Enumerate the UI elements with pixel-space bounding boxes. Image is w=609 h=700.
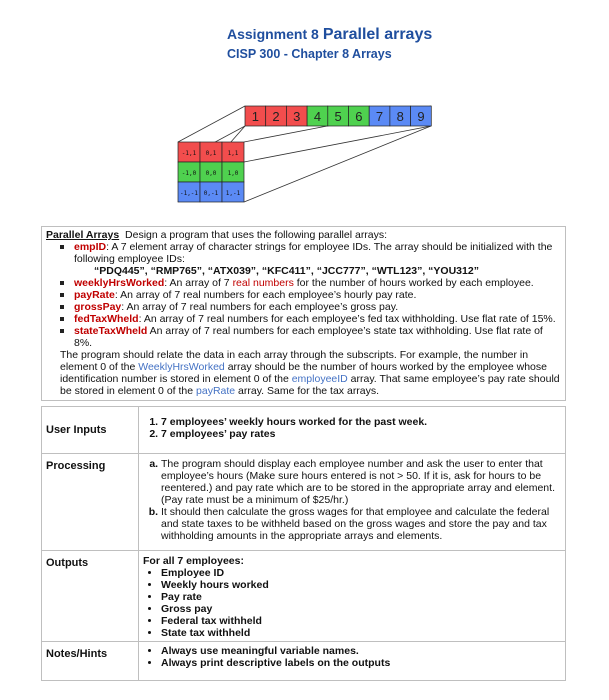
intro-text: Design a program that uses the following parallel arrays: (125, 229, 388, 241)
term-fed: fedTaxWheld (74, 313, 139, 325)
row-cell (411, 106, 432, 126)
outputs-content-cell (139, 551, 566, 642)
notes-label: Notes/Hints (46, 648, 108, 660)
list-item: • Pay rate (161, 591, 561, 603)
grid-cell-label: 0,0 (205, 170, 217, 177)
list-item: • State tax withheld (161, 627, 561, 639)
row-cell-label: 5 (334, 109, 342, 124)
grid-cell-label: -1,-1 (179, 190, 199, 197)
grid-cell-label: 0,1 (205, 150, 217, 157)
list-item: • Weekly hours worked (161, 579, 561, 591)
term-payrate: payRate (74, 289, 115, 301)
row-cell (266, 106, 287, 126)
notes-content-cell (139, 642, 566, 681)
weekly-desc-b: for the number of hours worked by each employee. (293, 277, 534, 289)
relate-paragraph: The program should relate the data in each array through the subscripts. For example, the number in element 0 of the WeeklyHrsWorked array should be the number of hours worked by the employee whose identification number is stored in element 0 of the employeeID array. That same employee’s pay rate should be stored in element 0 of the payRate array. Same for the tax arrays. (60, 349, 560, 397)
employee-ids: “PDQ445”, “RMP765”, “ATX039”, “KFC411”, “JCC777”, “WTL123”, “YOU312” (94, 265, 479, 277)
term-gross: grossPay (74, 301, 122, 313)
list-item: a. The program should display each employee number and ask the user to enter that employee’s hours (Make sure hours entered is not > 50. If it is, ask for hours to be reentered.) and pay rate which are to be stored in the appropriate array and element. (Pay rate must be a minimum of $25/hr.) (161, 458, 561, 506)
weekly-desc-a: : An array of 7 (164, 277, 233, 289)
row-cell-label: 7 (375, 109, 384, 124)
list-item (74, 277, 561, 289)
grid-cell (178, 162, 200, 182)
assignment-topic: Parallel arrays (322, 26, 433, 43)
row-cell-label: 9 (417, 109, 425, 124)
intro-table (41, 226, 566, 401)
row-cell (286, 106, 307, 126)
index-row (245, 106, 431, 126)
grid-cell-label: 0,-1 (203, 190, 219, 197)
assignment-label: Assignment 8 (227, 26, 319, 42)
grid-cell-label: -1,1 (181, 150, 197, 157)
row-cell (390, 106, 411, 126)
outputs-label-cell (42, 551, 139, 642)
row-cell (349, 106, 370, 126)
row-cell (328, 106, 349, 126)
outputs-list (143, 567, 561, 639)
list-item: • Gross pay (161, 603, 561, 615)
list-item: • Employee ID (161, 567, 561, 579)
processing-label-cell (42, 454, 139, 551)
weekly-desc-red: real numbers (232, 277, 294, 289)
gross-desc: : An array of 7 real numbers for each employee’s gross pay. (121, 301, 399, 313)
relate-empid: employeeID (291, 373, 348, 385)
inputs-content-cell (139, 407, 566, 454)
row-cell-label: 4 (313, 109, 322, 124)
inputs-label: User Inputs (46, 424, 107, 436)
row-cell (245, 106, 266, 126)
list-item (74, 289, 561, 301)
coordinate-grid (178, 142, 244, 202)
processing-label: Processing (46, 460, 106, 472)
list-item: • Federal tax withheld (161, 615, 561, 627)
empid-desc: : A 7 element array of character strings for employee IDs. The array should be initialized with the following employee IDs: (74, 241, 553, 265)
grid-cell (222, 182, 244, 202)
fed-desc: : An array of 7 real numbers for each employee’s fed tax withholding. Use flat rate of 15%. (138, 313, 556, 325)
grid-cell (178, 142, 200, 162)
grid-cell (200, 162, 222, 182)
grid-cell (200, 142, 222, 162)
notes-label-cell (42, 642, 139, 681)
processing-row (42, 454, 566, 551)
row-cell-label: 2 (272, 109, 280, 124)
row-cell-label: 8 (396, 109, 404, 124)
relate-payrate: payRate (196, 385, 236, 397)
grid-cell-label: -1,0 (181, 170, 197, 177)
outputs-label: Outputs (46, 557, 89, 569)
course-subtitle: CISP 300 - Chapter 8 Arrays (227, 47, 392, 61)
grid-cell-label: 1,-1 (225, 190, 241, 197)
row-cell-label: 1 (251, 109, 259, 124)
inputs-list (143, 416, 561, 440)
list-item (74, 241, 561, 277)
term-state: stateTaxWheld (74, 325, 148, 337)
list-item (74, 313, 561, 325)
relate-weekly: WeeklyHrsWorked (138, 361, 225, 373)
array-list (46, 241, 561, 349)
term-weekly: weeklyHrsWorked (74, 277, 165, 289)
outputs-heading: For all 7 employees: (143, 555, 244, 567)
inputs-label-cell (42, 407, 139, 454)
notes-list (143, 645, 561, 669)
row-cell-label: 6 (355, 109, 363, 124)
array-diagram (0, 0, 609, 220)
notes-row (42, 642, 566, 681)
processing-content-cell (139, 454, 566, 551)
list-item: b. It should then calculate the gross wages for that employee and calculate the federal and state taxes to be withheld based on the gross wages and store the pay and tax withholding amounts in the appropriate arrays and elements. (161, 506, 561, 542)
grid-cell (178, 182, 200, 202)
grid-cell-label: 1,1 (227, 150, 239, 157)
list-item: • Always print descriptive labels on the outputs (161, 657, 561, 669)
list-item: • Always use meaningful variable names. (161, 645, 561, 657)
list-item (74, 301, 561, 313)
grid-cell (222, 142, 244, 162)
grid-cell (222, 162, 244, 182)
list-item: 1. 7 employees’ weekly hours worked for the past week. (161, 416, 561, 428)
grid-cell-label: 1,0 (227, 170, 239, 177)
parallel-arrays-heading: Parallel Arrays (46, 229, 120, 241)
outputs-row (42, 551, 566, 642)
inputs-row (42, 407, 566, 454)
row-cell (307, 106, 328, 126)
row-cell (369, 106, 390, 126)
list-item: 2. 7 employees’ pay rates (161, 428, 561, 440)
spec-table (41, 406, 566, 681)
intro-cell (42, 227, 566, 401)
state-desc: An array of 7 real numbers for each employee’s state tax withholding. Use flat rate of 8%. (74, 325, 543, 349)
payrate-desc: : An array of 7 real numbers for each employee’s hourly pay rate. (114, 289, 417, 301)
term-empid: empID (74, 241, 107, 253)
processing-list (143, 458, 561, 542)
list-item (74, 325, 561, 349)
row-cell-label: 3 (293, 109, 301, 124)
grid-cell (200, 182, 222, 202)
